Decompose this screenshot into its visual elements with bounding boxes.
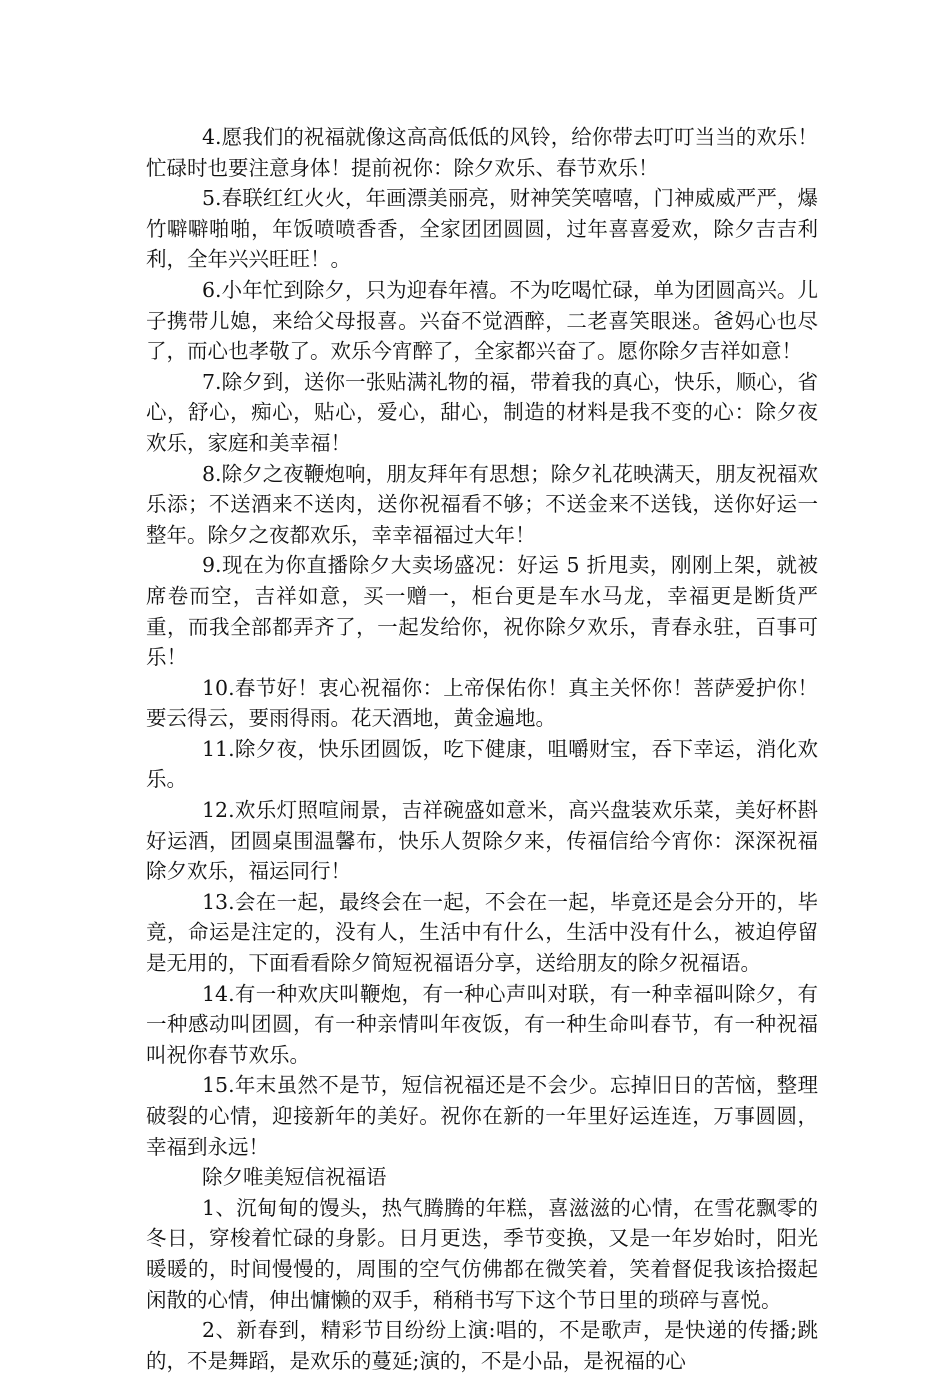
greeting-paragraph-15: 15.年末虽然不是节，短信祝福还是不会少。忘掉旧日的苦恼，整理破裂的心情，迎接新年的美好。祝你在新的一年里好运连连，万事圆圆，幸福到永远！ xyxy=(146,1073,818,1159)
greeting-paragraph-9: 9.现在为你直播除夕大卖场盛况：好运 5 折甩卖，刚刚上架，就被席卷而空，吉祥如意，买一赠一，柜台更是车水马龙，幸福更是断货严重，而我全部都弄齐了，一起发给你，祝你除夕欢乐，青春永驻，百事可乐！ xyxy=(146,553,818,670)
greeting-paragraph-8: 8.除夕之夜鞭炮响，朋友拜年有思想；除夕礼花映满天，朋友祝福欢乐添；不送酒来不送肉，送你祝福看不够；不送金来不送钱，送你好运一整年。除夕之夜都欢乐，幸幸福福过大年！ xyxy=(146,461,818,547)
greeting-paragraph-11: 11.除夕夜，快乐团圆饭，吃下健康，咀嚼财宝，吞下幸运，消化欢乐。 xyxy=(146,736,818,792)
greeting-paragraph-4: 4.愿我们的祝福就像这高高低低的风铃，给你带去叮叮当当的欢乐！忙碌时也要注意身体！提前祝你：除夕欢乐、春节欢乐！ xyxy=(146,125,818,180)
section-heading: 除夕唯美短信祝福语 xyxy=(202,1165,387,1190)
section-paragraph-2: 2、新春到，精彩节目纷纷上演:唱的，不是歌声，是快递的传播;跳的，不是舞蹈，是欢乐的蔓延;演的，不是小品，是祝福的心 xyxy=(146,1318,818,1373)
greeting-paragraph-7: 7.除夕到，送你一张贴满礼物的福，带着我的真心，快乐，顺心，省心，舒心，痴心，贴心，爱心，甜心，制造的材料是我不变的心：除夕夜欢乐，家庭和美幸福！ xyxy=(146,369,818,455)
section-paragraph-1: 1、沉甸甸的馒头，热气腾腾的年糕，喜滋滋的心情，在雪花飘零的冬日，穿梭着忙碌的身影。日月更迭，季节变换，又是一年岁始时，阳光暖暖的，时间慢慢的，周围的空气仿佛都在微笑着，笑着督促我该拾掇起闲散的心情，伸出慵懒的双手，稍稍书写下这个节日里的琐碎与喜悦。 xyxy=(146,1195,818,1312)
greeting-paragraph-14: 14.有一种欢庆叫鞭炮，有一种心声叫对联，有一种幸福叫除夕，有一种感动叫团圆，有一种亲情叫年夜饭，有一种生命叫春节，有一种祝福叫祝你春节欢乐。 xyxy=(146,981,818,1067)
document-page xyxy=(146,122,818,1376)
greeting-paragraph-6: 6.小年忙到除夕，只为迎春年禧。不为吃喝忙碌，单为团圆高兴。儿子携带儿媳，来给父母报喜。兴奋不觉酒醉，二老喜笑眼迷。爸妈心也尽了，而心也孝敬了。欢乐今宵醉了，全家都兴奋了。愿你除夕吉祥如意！ xyxy=(146,277,818,364)
greeting-paragraph-13: 13.会在一起，最终会在一起，不会在一起，毕竟还是会分开的，毕竟，命运是注定的，没有人，生活中有什么，生活中没有什么，被迫停留是无用的，下面看看除夕简短祝福语分享，送给朋友的除夕祝福语。 xyxy=(146,889,818,976)
greeting-paragraph-5: 5.春联红红火火，年画漂美丽亮，财神笑笑嘻嘻，门神威威严严，爆竹噼噼啪啪，年饭喷喷香香，全家团团圆圆，过年喜喜爱欢，除夕吉吉利利，全年兴兴旺旺！。 xyxy=(146,186,818,272)
greeting-paragraph-12: 12.欢乐灯照喧闹景，吉祥碗盛如意米，高兴盘装欢乐菜，美好杯斟好运酒，团圆桌围温馨布，快乐人贺除夕来，传福信给今宵你：深深祝福除夕欢乐，福运同行！ xyxy=(146,798,818,884)
greeting-paragraph-10: 10.春节好！衷心祝福你：上帝保佑你！真主关怀你！菩萨爱护你！要云得云，要雨得雨。花天酒地，黄金遍地。 xyxy=(146,675,818,731)
